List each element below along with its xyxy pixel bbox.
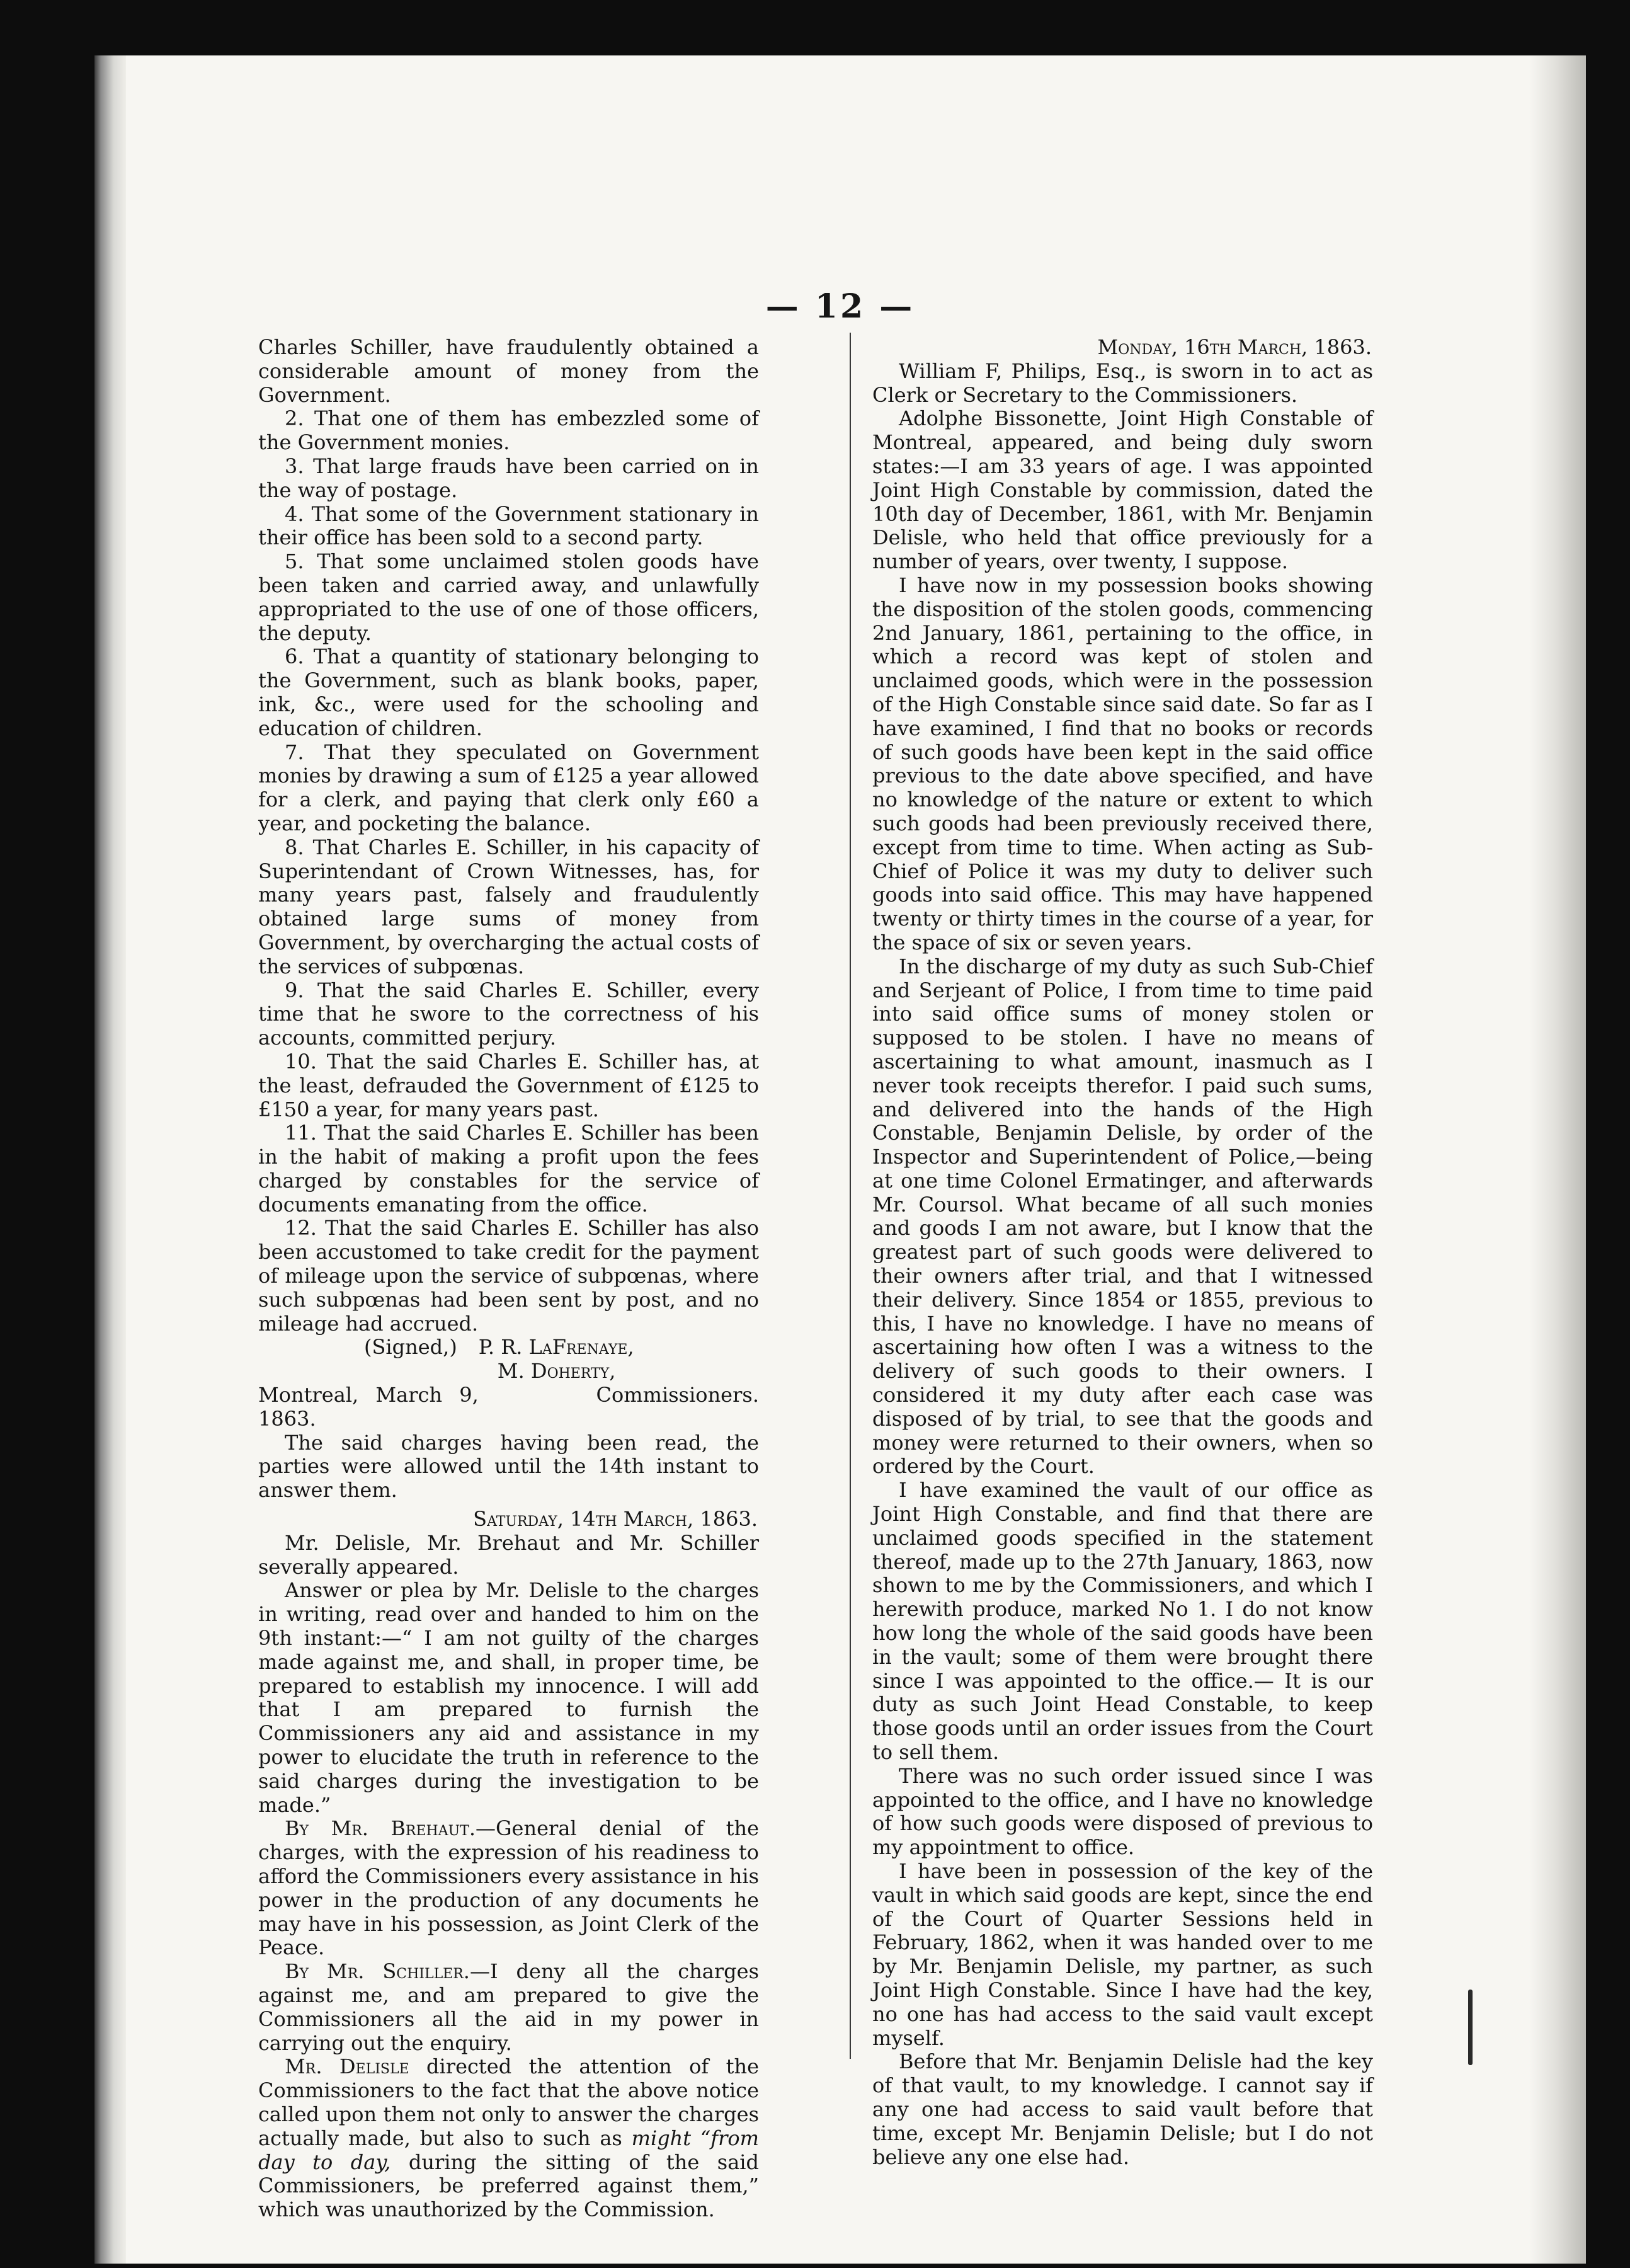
delisle-objection [258,2055,759,2222]
left-column [258,336,759,2222]
right-column [872,336,1373,2169]
delisle-text-1: directed the attention of the Commissioners to the fact that the above notice called upon them not only to answer the charges actually made, but also to such as [258,2054,759,2150]
charge-10: 10. That the said Charles E. Schiller has, at the least, defrauded the Government of £125 to £150 a year, for many years past. [258,1049,759,1121]
delisle-text-2: during the sitting of the said Commissioners, be preferred against them,” which was unauthorized by the Commission. [258,2150,760,2222]
testimony-paragraph: I have been in possession of the key of the vault in which said goods are kept, since the end of the Court of Quarter Sessions held in February, 1862, when it was handed over to me by Mr. Benjamin Delisle, my partner, as such Joint High Constable. Since I have had the key, no one has had access to the said vault except myself. [872,1859,1373,2050]
charge-3: 3. That large frauds have been carried on in the way of postage. [258,454,759,502]
delisle-italic: might “from day to day, [258,2126,760,2174]
charge-12: 12. That the said Charles E. Schiller has also been accustomed to take credit for the payment of mileage upon the service of subpœnas, where such subpœnas had been sent by post, and no mileage had accrued. [258,1216,759,1336]
testimony-paragraph: Adolphe Bissonette, Joint High Constable of Montreal, appeared, and being duly sworn states:—I am 33 years of age. I was appointed Joint High Constable by commission, dated the 10th day of December, 1861, with Mr. Benjamin Delisle, who held that office previously for a number of years, over twenty, I suppose. [872,406,1373,574]
signed-label: (Signed,) [363,1335,457,1360]
page-edge-shadow [1529,55,1586,2264]
testimony-paragraph: In the discharge of my duty as such Sub-Chief and Serjeant of Police, I from time to time paid into said office sums of money stolen or supposed to be stolen. I have no means of ascertaining to what amount, inasmuch as I never took receipts therefor. I paid such sums, and delivered into the hands of the High Constable, Benjamin Delisle, by order of the Inspector and Superintendent of Police,—being at one time Colonel Ermatinger, and afterwards Mr. Coursol. What became of all such monies and goods I am not aware, but I know that the greatest part of such goods were delivered to their owners after trial, and that I witnessed their delivery. Since 1854 or 1855, previous to this, I have no knowledge. I have no means of ascertaining how often I was a witness to the delivery of such goods to their owners. I considered it my duty after each case was disposed of by trial, to see that the goods and money were returned to their owners, when so ordered by the Court. [872,954,1373,1479]
charge-8: 8. That Charles E. Schiller, in his capacity of Superintendant of Crown Witnesses, has, for many years past, falsely and fraudulently obtained large sums of money from Government, by overcharging the actual costs of the services of subpœnas. [258,835,759,978]
testimony-paragraph: I have examined the vault of our office as Joint High Constable, and find that there are unclaimed goods specified in the statement thereof, made up to the 27th January, 1863, now shown to me by the Commissioners, and which I herewith produce, marked No 1. I do not know how long the whole of the said goods have been in the vault; some of them were brought there since I was appointed to the office.— It is our duty as such Joint Head Constable, to keep those goods until an order issues from the Court to sell them. [872,1478,1373,1765]
commissioners-label: Commissioners. [596,1383,759,1407]
charge-11: 11. That the said Charles E. Schiller has been in the habit of making a profit upon the fees charged by constables for the service of documents emanating from the office. [258,1121,759,1217]
charge-2: 2. That one of them has embezzled some of the Government monies. [258,406,759,455]
page-number: — 12 — [765,287,915,326]
signer-lafrenaye: P. R. LaFrenaye, [478,1335,634,1360]
brehaut-text: —General denial of the charges, with the expression of his readiness to afford the Commissioners every assistance in his power in the production of any documents he may have in his possession, as Joint Clerk of the Peace. [258,1816,759,1960]
appearance-paragraph: Mr. Delisle, Mr. Brehaut and Mr. Schiller severally appeared. [258,1530,759,1579]
signature-block [258,1336,759,1431]
charge-7: 7. That they speculated on Government monies by drawing a sum of £125 a year allowed for a clerk, and paying that clerk only £60 a year, and pocketing the balance. [258,740,759,835]
charge-4: 4. That some of the Government stationary in their office has been sold to a second party. [258,501,759,550]
date-monday: Monday, 16th March, 1863. [1097,335,1372,359]
binding-edge [94,55,126,2264]
schiller-answer [258,1960,759,2055]
charge-9: 9. That the said Charles E. Schiller, every time that he swore to the correctness of his accounts, committed perjury. [258,978,759,1050]
charge-6: 6. That a quantity of stationary belonging to the Government, such as blank books, paper, ink, &c., were used for the schooling and education of children. [258,644,759,740]
brehaut-name: By Mr. Brehaut. [285,1816,476,1841]
testimony-paragraph: Before that Mr. Benjamin Delisle had the key of that vault, to my knowledge. I cannot say if any one had access to said vault before that time, except Mr. Benjamin Delisle; but I do not believe any one else had. [872,2049,1373,2169]
delisle-name: Mr. Delisle [285,2054,409,2079]
date-saturday: Saturday, 14th March, 1863. [473,1507,758,1532]
signer-doherty: M. Doherty, [497,1359,616,1383]
schiller-name: By Mr. Schiller. [285,1959,470,1984]
scanned-page [94,55,1586,2264]
schiller-text: —I deny all the charges against me, and am prepared to give the Commissioners all the aid in my power in carrying out the enquiry. [258,1959,760,2055]
margin-ink-mark [1468,1990,1473,2065]
after-signature-note: The said charges having been read, the parties were allowed until the 14th instant to answer them. [258,1430,759,1503]
testimony-paragraph: I have now in my possession books showing the disposition of the stolen goods, commencing 2nd January, 1861, pertaining to the office, in which a record was kept of stolen and unclaimed goods, which were in the possession of the High Constable since said date. So far as I have examined, I find that no books or records of such goods have been kept in the said office previous to the date above specified, and have no knowledge of the nature or extent to which such goods had been previously received there, except from time to time. When acting as Sub-Chief of Police it was my duty to deliver such goods into said office. This may have happened twenty or thirty times in the course of a year, for the space of six or seven years. [872,573,1373,954]
brehaut-answer [258,1817,759,1960]
column-divider [850,333,851,2059]
place-date: Montreal, March 9, 1863. [258,1383,479,1431]
testimony-paragraph: There was no such order issued since I was appointed to the office, and I have no knowledge of how such goods were disposed of previous to my appointment to office. [872,1763,1373,1860]
opening-paragraph: Charles Schiller, have fraudulently obtained a considerable amount of money from the Government. [258,335,759,407]
testimony-paragraph: William F, Philips, Esq., is sworn in to act as Clerk or Secretary to the Commissioners. [872,358,1373,407]
charge-5: 5. That some unclaimed stolen goods have been taken and carried away, and unlawfully appropriated to the use of one of those officers, the deputy. [258,549,759,645]
delisle-answer: Answer or plea by Mr. Delisle to the charges in writing, read over and handed to him on the 9th instant:—“ I am not guilty of the charges made against me, and shall, in proper time, be prepared to establish my innocence. I will add that I am prepared to furnish the Commissioners any aid and assistance in my power to elucidate the truth in reference to the said charges during the investigation to be made.” [258,1578,759,1817]
